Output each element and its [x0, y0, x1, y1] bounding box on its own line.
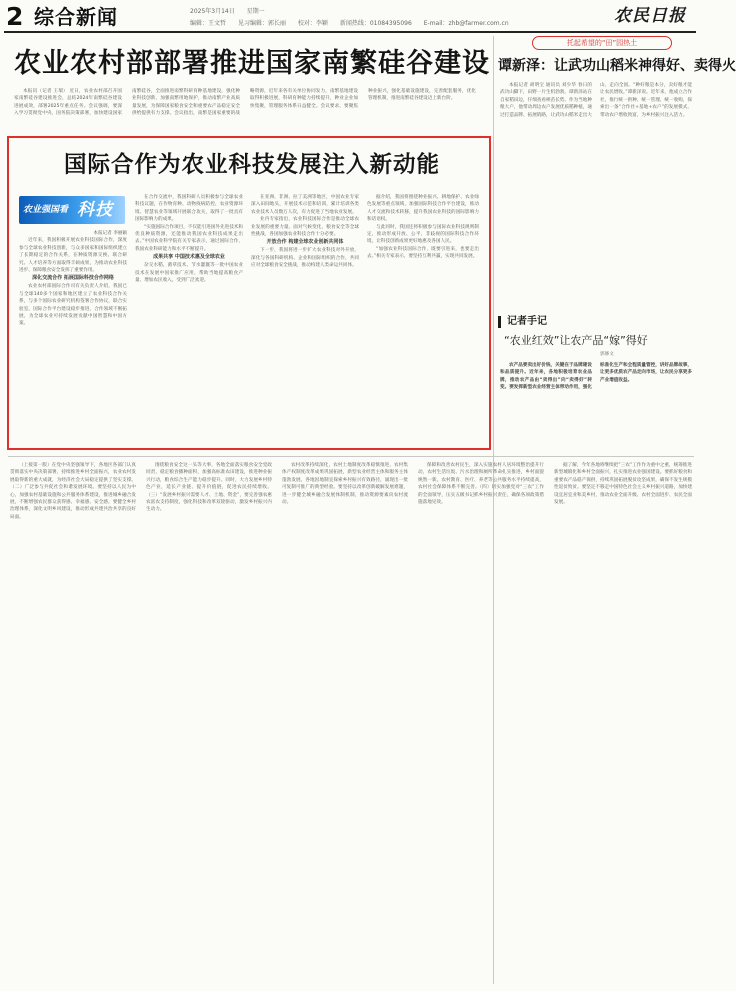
feature-headline: 国际合作为农业科技发展注入新动能 [63, 152, 440, 178]
lower-column-1 [10, 462, 136, 984]
section-name: 综合新闻 [34, 5, 118, 29]
feature-subhead: 开放合作 构建全球农业创新共同体 [266, 239, 344, 246]
rail-article-body [500, 82, 692, 310]
lower-column-4 [418, 462, 544, 984]
feature-paragraph: 农业农村部国际合作司有关负责人介绍，我国已与全球140多个国家和地区建立了农业科技合作关系，与多个国际农业研究机构签署合作协议，联合实验室、国际合作平台建设稳步推进，合作领域不断拓展，为全球农业可持续发展贡献中国智慧和中国方案。 [19, 284, 127, 327]
section-divider [8, 456, 694, 457]
reporter-notes-byline: 郭修文 [600, 352, 614, 357]
column-logo-keyword: 科技 [77, 200, 113, 220]
rail-banner: 托起希望的“田”园热土 [532, 36, 672, 50]
feature-subhead: 成果共享 中国技术惠及全球农业 [153, 254, 225, 261]
feature-paragraph: “加强农业科技国际合作，既要引进来，也要走出去。”相关专家表示，要坚持互利共赢，实现共同发展。 [367, 246, 479, 260]
feature-paragraph: 下一步，我国将进一步扩大农业科技对外开放，深化与各国科研机构、企业和国际组织的合作，共同应对全球粮食安全挑战，推动构建人类命运共同体。 [251, 248, 359, 269]
lead-article-body [14, 88, 476, 132]
reporter-notes-text: 农产品要卖出好价钱，关键在于品牌建设和品质提升。近年来，各地积极培育农业品牌，推动农产品由“卖得出”向“卖得好”转变。要发挥新型农业经营主体带动作用，强化标准化生产和全程质量管控，讲好品牌故事，让更多优质农产品走向市场，让农民分享更多产业增值收益。 [500, 363, 692, 391]
feature-paragraph: 据介绍，我国将围绕种业振兴、耕地保护、农业绿色发展等重点领域，加强国际科技合作平台建设，推动人才交流和技术转移，提升我国农业科技的国际影响力和话语权。 [367, 195, 479, 223]
feature-subhead: 深化交流合作 拓展国际科技合作网络 [32, 275, 114, 282]
feature-column-2 [135, 194, 243, 442]
feature-paragraph: 杂交水稻、菌草技术、节水灌溉等一批中国农业技术在发展中国家推广应用，帮助当地提高粮食产量、增加农民收入，受到广泛欢迎。 [135, 263, 243, 284]
feature-paragraph: 业内专家指出，农业科技国际合作是推动全球农业发展的重要力量。面对气候变化、粮食安全等全球性挑战，各国加强农业科技合作十分必要。 [251, 217, 359, 238]
issue-date-line [190, 6, 275, 17]
masthead [4, 3, 696, 33]
lower-paragraph: 围绕粮食安全这一头等大事，各地全面落实粮食安全党政同责，稳定粮食播种面积，加强高标准农田建设，推进种业振兴行动，粮食综合生产能力稳步提升。同时，大力发展乡村特色产业，延长产业链、提升价值链，促进农民持续增收。（三）“发展乡村振兴需要人才、土地、资金”，要完善强农惠农富农支持制度，强化科技和改革双轮驱动，激发乡村振兴内生动力。 [146, 463, 272, 513]
feature-column-4 [367, 194, 479, 442]
reporter-notes-headline: “农业红效”让农产品“嫁”得好 [504, 334, 648, 347]
email: E-mail：zhb@farmer.com.cn [423, 20, 509, 27]
lower-column-3 [282, 462, 408, 984]
feature-byline: 本报记者 李丽颖 [93, 231, 127, 236]
lower-column-2 [146, 462, 272, 984]
feature-paragraph: 与此同时，我国还将积极参与国际农业科技规则制定，推动形成开放、公平、非歧视的国际科技合作环境，让科技创新成果更好地惠及各国人民。 [367, 224, 479, 245]
feature-paragraph: 近年来，我国积极开展农业科技国际合作，深度参与全球农业科技创新，与众多国家和国际组织建立了长期稳定的合作关系，在种质资源交换、联合研究、人才培养等方面取得丰硕成果，为推动农业科技进步、保障粮食安全发挥了重要作用。 [19, 238, 127, 274]
lead-article-text: 本报讯（记者 王瑞） 近日，农业农村部召开国家南繁硅谷建设推进会，总结2024年南繁硅谷建设进展成效，部署2025年重点任务。会议强调，要深入学习贯彻党中央、国务院决策部署，加快建设国家南繁硅谷，全面推进南繁科研育种基地建设，强化种业科技创新，加强南繁用地保护，推动南繁产业高质量发展，为保障国家粮食安全和重要农产品稳定安全供给提供有力支撑。会议指出，南繁是国家重要的战略资源，近年来各有关单位协同发力，南繁基地建设取得积极进展，科研育种能力持续提升，种业企业加快集聚，管理服务体系日益健全。会议要求，要聚焦种业振兴，强化基础设施建设，完善配套服务，优化管理机制，推进南繁硅谷建设迈上新台阶。 [14, 89, 476, 117]
feature-column-1 [19, 230, 127, 442]
lower-paragraph: 农村改革持续深化，农村土地制度改革稳慎推进，农村集体产权制度改革成果巩固拓展，新型农业经营主体和服务主体蓬勃发展。各地因地制宜探索乡村振兴有效路径，涌现出一批可复制可推广的典型经验。要坚持以改革创新破解发展难题，进一步健全城乡融合发展体制机制，推动资源要素向农村流动。 [282, 463, 408, 506]
column-logo-text: 农业强国看 [23, 205, 69, 215]
feature-box [7, 136, 491, 450]
assistant-editor: 见习编辑：郭长丽 [237, 20, 286, 27]
lower-paragraph: 保障和改善农村民生，深入实施农村人居环境整治提升行动，农村生活垃圾、污水治理和厕所革命扎实推进，乡村面貌焕然一新。农村教育、医疗、养老等公共服务水平持续提高，农村社会保障体系不断完善。（四）切实加强党对“三农”工作的全面领导，压实五级书记抓乡村振兴责任，确保各项政策措施落地见效。 [418, 463, 544, 506]
rail-headline: 谭新泽：让武功山稻米神得好、卖得火 [498, 58, 736, 74]
column-logo [19, 196, 125, 224]
reporter-notes-label: 记者手记 [498, 316, 547, 328]
feature-paragraph: 在亚洲、非洲、拉丁美洲等地区，中国农业专家深入田间地头，开展技术示范和培训，累计培训各类农业技术人员数万人次，有力促进了当地农业发展。 [251, 195, 359, 215]
page-number: 2 [6, 2, 24, 31]
lower-paragraph: 据了解，今年各地将继续把“三农”工作作为重中之重，统筹推进新型城镇化和乡村全面振兴，扎实推进农业强国建设。要抓好粮食和重要农产品稳产保供，持续巩固拓展脱贫攻坚成果，确保不发生规模性返贫致贫。要坚定不移走中国特色社会主义乡村振兴道路，加快建设宜居宜业和美乡村，推动农业全面升级、农村全面进步、农民全面发展。 [554, 463, 692, 506]
feature-paragraph: “实施国际合作项目，不仅能引进国外先进技术和优良种质资源，还能推动我国农业科技成果走出去。”中国农业科学院有关专家表示，通过国际合作，我国农业科研能力和水平不断提升。 [135, 224, 243, 252]
feature-paragraph: 在合作交流中，我国科研人员积极参与全球农业科技议题，在作物育种、动物疫病防控、农业资源环境、智慧农业等领域开展联合攻关，取得了一批具有国际影响力的成果。 [135, 195, 243, 223]
issue-weekday: 星期一 [246, 8, 265, 15]
paper-logo: 农民日报 [614, 6, 686, 26]
feature-column-3 [251, 194, 359, 442]
lead-headline: 农业农村部部署推进国家南繁硅谷建设 [14, 48, 490, 79]
lower-paragraph: （上接第一版）在党中央坚强领导下，各地区各部门认真贯彻落实中央决策部署，持续推进乡村全面振兴，农业农村发展取得新的重大成就，为经济社会大局稳定提供了坚实支撑。（二）广泛参与共促社会和谐发展环境。要坚持以人民为中心，加强农村基础设施和公共服务体系建设，推进城乡融合发展，不断增强农民群众获得感、幸福感、安全感。要健全乡村治理体系，深化文明乡风建设，推动形成共建共治共享的良好局面。 [10, 463, 136, 520]
issue-date: 2025年3月14日 [190, 8, 235, 15]
rail-article-text: 本报记者 胡明宝 通讯员 刘少华 春日的武功山脚下，田野一片生机勃勃。谭新泽站在自家稻田边，仔细查看秧苗长势。作为当地种粮大户，他带动周边农户发展优质稻种植，通过打造品牌、拓展销路，让武功山稻米走出大山、走向全国。“种好粮是本分，卖好粮才能让农民增收。”谭新泽说。近年来，他成立合作社，推行统一供种、统一管理、统一收购，探索出一条“合作社+基地+农户”的发展模式，带动农户增收致富，为乡村振兴注入活力。 [500, 83, 692, 118]
news-hotline: 新闻热线：01084395096 [339, 20, 412, 27]
reporter-notes-body [500, 362, 692, 448]
proofreader: 校对：李颖 [297, 20, 328, 27]
editor: 编辑：王文哲 [190, 20, 227, 27]
lower-column-5 [554, 462, 692, 984]
editor-line [190, 18, 519, 29]
